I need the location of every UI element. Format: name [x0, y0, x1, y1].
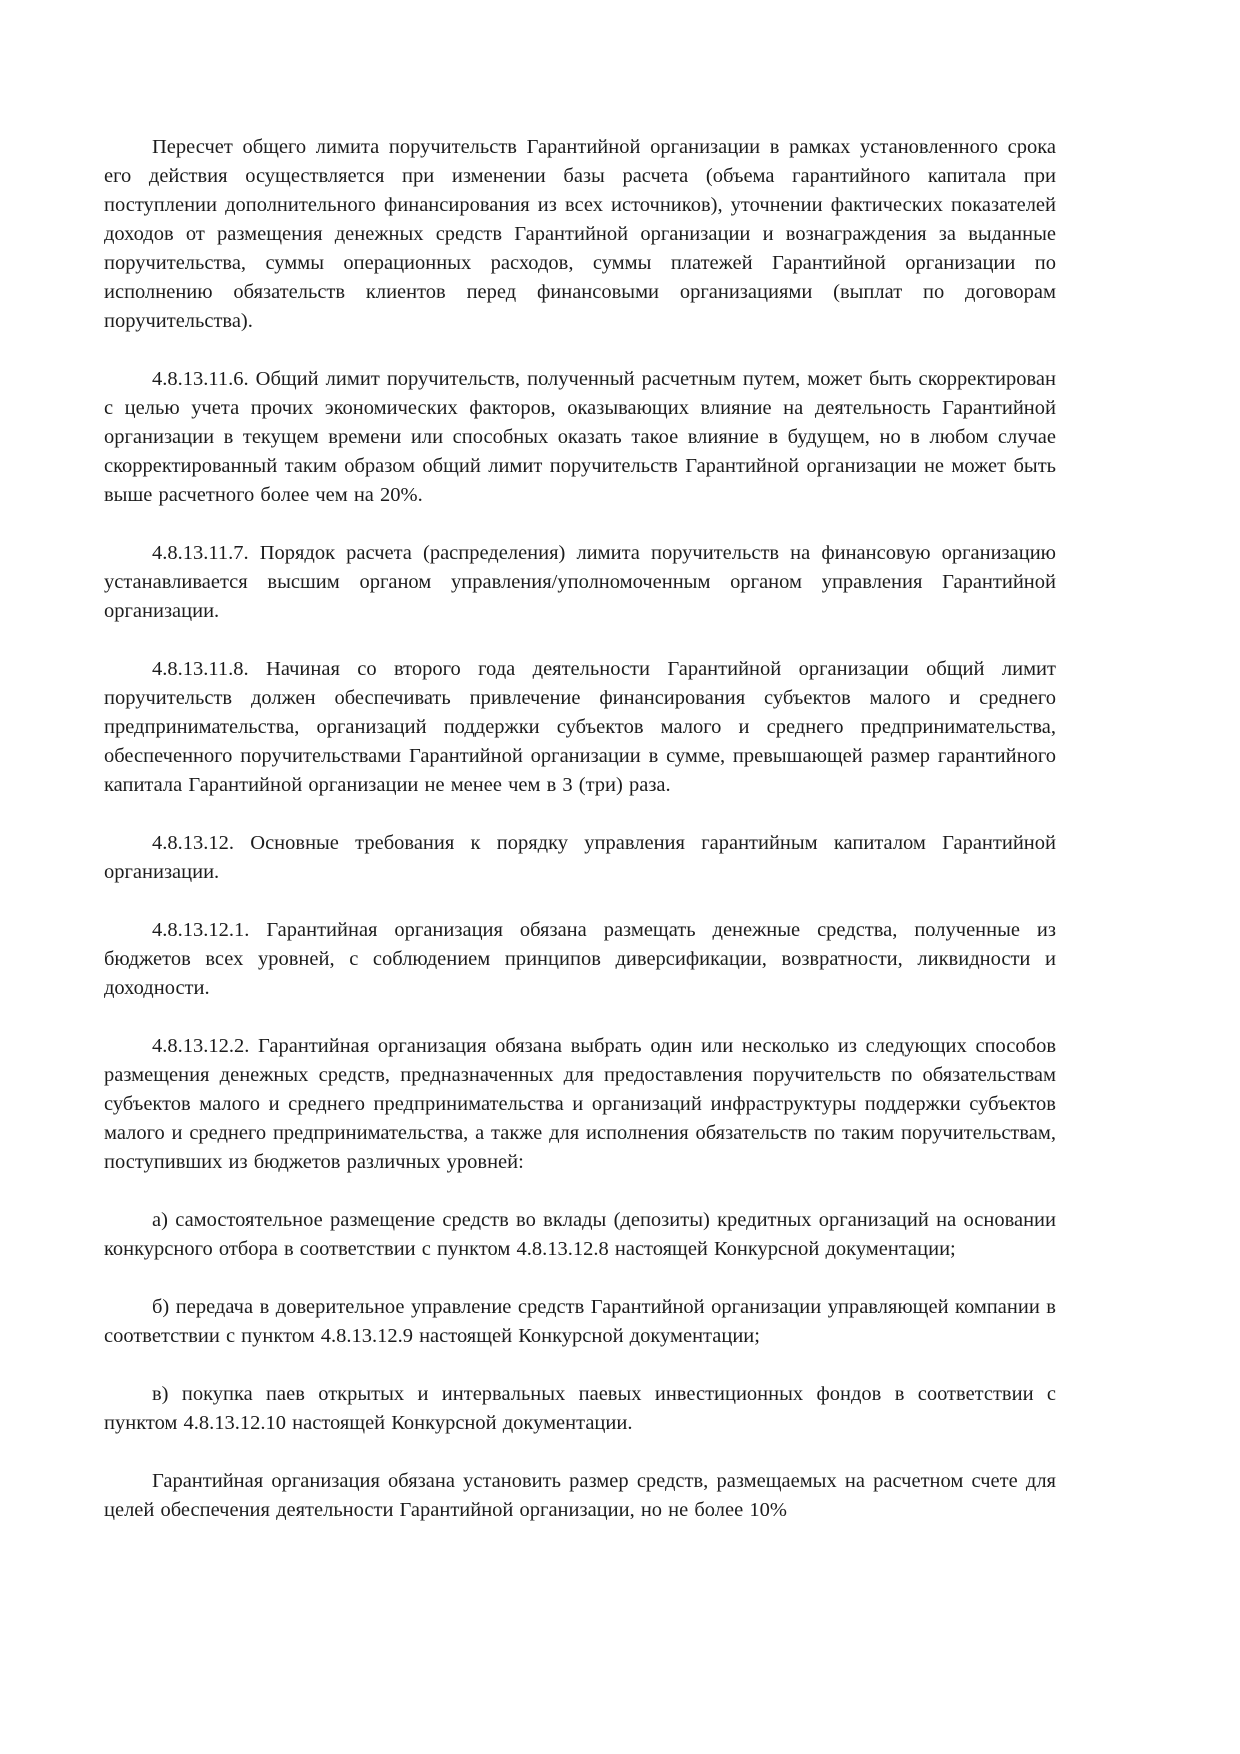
paragraph-4-8-13-11-6: 4.8.13.11.6. Общий лимит поручительств, полученный расчетным путем, может быть скорректирован с целью учета прочих экономических факторов, оказывающих влияние на деятельность Гарантийной организации в текущем времени или способных оказать такое влияние в будущем, но в любом случае скорректированный таким образом общий лимит поручительств Гарантийной организации не может быть выше расчетного более чем на 20%.: [104, 368, 1056, 506]
document-text-block: [104, 133, 1056, 1525]
paragraph-closing-settlement-account: Гарантийная организация обязана установить размер средств, размещаемых на расчетном счете для целей обеспечения деятельности Гарантийной организации, но не более 10%: [104, 1470, 1056, 1521]
paragraph-list-item-a: а) самостоятельное размещение средств во вклады (депозиты) кредитных организаций на основании конкурсного отбора в соответствии с пунктом 4.8.13.12.8 настоящей Конкурсной документации;: [104, 1209, 1056, 1260]
paragraph-4-8-13-12-1: 4.8.13.12.1. Гарантийная организация обязана размещать денежные средства, полученные из бюджетов всех уровней, с соблюдением принципов диверсификации, возвратности, ликвидности и доходности.: [104, 919, 1056, 999]
paragraph-4-8-13-11-7: 4.8.13.11.7. Порядок расчета (распределения) лимита поручительств на финансовую организацию устанавливается высшим органом управления/уполномоченным органом управления Гарантийной организации.: [104, 542, 1056, 622]
paragraph-list-item-b: б) передача в доверительное управление средств Гарантийной организации управляющей компании в соответствии с пунктом 4.8.13.12.9 настоящей Конкурсной документации;: [104, 1296, 1056, 1347]
paragraph-4-8-13-12: 4.8.13.12. Основные требования к порядку управления гарантийным капиталом Гарантийной организации.: [104, 832, 1056, 883]
paragraph-list-item-v: в) покупка паев открытых и интервальных паевых инвестиционных фондов в соответствии с пунктом 4.8.13.12.10 настоящей Конкурсной документации.: [104, 1383, 1056, 1434]
paragraph-intro-recalc-limit: Пересчет общего лимита поручительств Гарантийной организации в рамках установленного срока его действия осуществляется при изменении базы расчета (объема гарантийного капитала при поступлении дополнительного финансирования из всех источников), уточнении фактических показателей доходов от размещения денежных средств Гарантийной организации и вознаграждения за выданные поручительства, суммы операционных расходов, суммы платежей Гарантийной организации по исполнению обязательств клиентов перед финансовыми организациями (выплат по договорам поручительства).: [104, 136, 1056, 332]
paragraph-4-8-13-11-8: 4.8.13.11.8. Начиная со второго года деятельности Гарантийной организации общий лимит поручительств должен обеспечивать привлечение финансирования субъектов малого и среднего предпринимательства, организаций поддержки субъектов малого и среднего предпринимательства, обеспеченного поручительствами Гарантийной организации в сумме, превышающей размер гарантийного капитала Гарантийной организации не менее чем в 3 (три) раза.: [104, 658, 1056, 796]
paragraph-4-8-13-12-2: 4.8.13.12.2. Гарантийная организация обязана выбрать один или несколько из следующих способов размещения денежных средств, предназначенных для предоставления поручительств по обязательствам субъектов малого и среднего предпринимательства и организаций инфраструктуры поддержки субъектов малого и среднего предпринимательства, а также для исполнения обязательств по таким поручительствам, поступивших из бюджетов различных уровней:: [104, 1035, 1056, 1173]
